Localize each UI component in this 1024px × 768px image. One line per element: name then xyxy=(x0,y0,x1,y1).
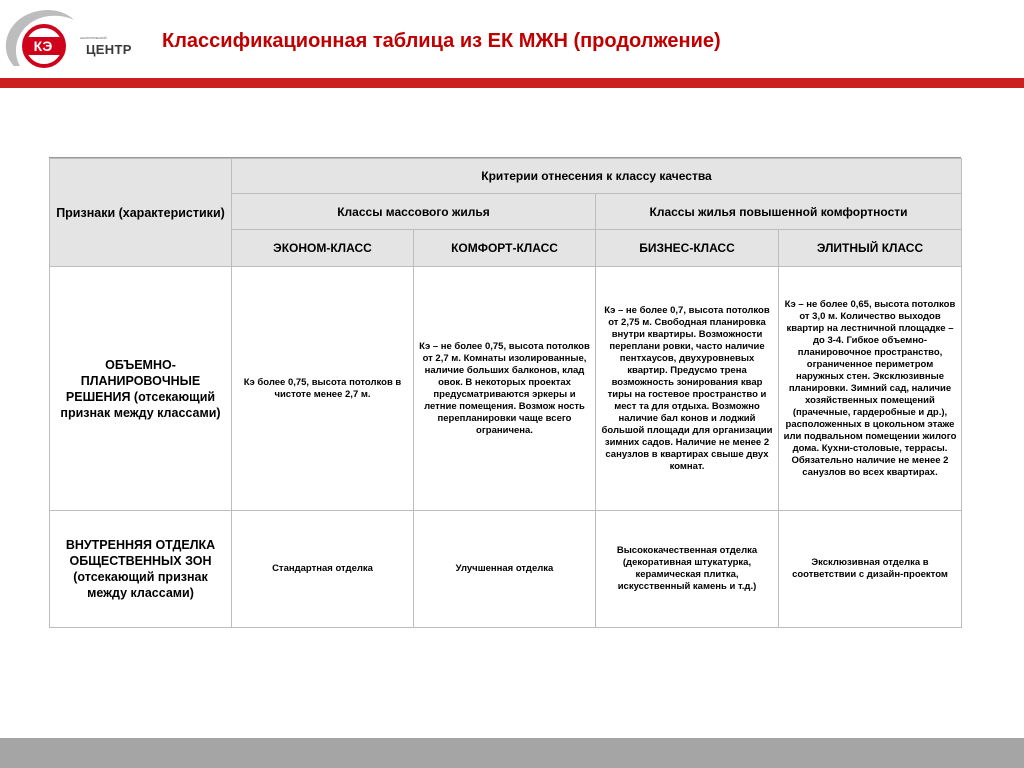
slide-title: Классификационная таблица из ЕК МЖН (продолжение) xyxy=(162,30,721,52)
class-header-econom: ЭКОНОМ-КЛАСС xyxy=(232,230,414,267)
criteria-header: Критерии отнесения к классу качества xyxy=(232,159,962,194)
row-header-layout: ОБЪЕМНО-ПЛАНИРОВОЧНЫЕ РЕШЕНИЯ (отсекающий признак между классами) xyxy=(50,267,232,511)
logo xyxy=(0,0,140,80)
table-header-row-1 xyxy=(50,159,962,194)
table-cell-biznes: Высококачественная отделка (декоративная штукатурка, керамическая плитка, искусственный камень и т.д.) xyxy=(596,511,779,628)
feature-header: Признаки (характеристики) xyxy=(50,159,232,267)
logo-letters: КЭ xyxy=(33,38,53,54)
class-header-komfort: КОМФОРТ-КЛАСС xyxy=(414,230,596,267)
group-header-mass: Классы массового жилья xyxy=(232,194,596,230)
logo-subtitle: ЦЕНТР xyxy=(86,42,132,57)
classification-table xyxy=(49,158,962,628)
group-header-comfort: Классы жилья повышенной комфортности xyxy=(596,194,962,230)
row-header-finishing: ВНУТРЕННЯЯ ОТДЕЛКА ОБЩЕСТВЕННЫХ ЗОН (отсекающий признак между классами) xyxy=(50,511,232,628)
title-divider-bar xyxy=(0,78,1024,88)
table-row xyxy=(50,511,962,628)
class-header-biznes: БИЗНЕС-КЛАСС xyxy=(596,230,779,267)
table-row xyxy=(50,267,962,511)
footer-bar xyxy=(0,738,1024,768)
class-header-elite: ЭЛИТНЫЙ КЛАСС xyxy=(779,230,962,267)
table-cell-elite: Эксклюзивная отделка в соответствии с дизайн-проектом xyxy=(779,511,962,628)
table-cell-komfort: Кэ – не более 0,75, высота потолков от 2,7 м. Комнаты изолированные, наличие больших балконов, клад овок. В некоторых проектах предусматриваются эркеры и летние помещения. Возмож ность перепланировки чаще всего ограничена. xyxy=(414,267,596,511)
table-cell-econom: Кэ более 0,75, высота потолков в чистоте менее 2,7 м. xyxy=(232,267,414,511)
logo-emblem-icon xyxy=(0,0,140,80)
table-cell-elite: Кэ – не более 0,65, высота потолков от 3,0 м. Количество выходов квартир на лестничной площадке – до 3-4. Гибкое объемно-планировочное пространство, ограниченное периметром наружных стен. Эксклюзивные планировки. Зимний сад, наличие хозяйственных помещений (прачечные, гардеробные и др.), расположенных в цокольном этаже или подвальном помещении жилого дома. Кухни-столовые, террасы. Обязательно наличие не менее 2 санузлов во всех квартирах. xyxy=(779,267,962,511)
logo-tagline: АНАЛИТИЧЕСКИЙ xyxy=(80,36,107,40)
table-cell-komfort: Улучшенная отделка xyxy=(414,511,596,628)
table-cell-biznes: Кэ – не более 0,7, высота потолков от 2,75 м. Свободная планировка внутри квартиры. Возможности переплани ровки, часто наличие пентхаусов, двухуровневых квартир. Предусмо трена возможность зонирования квар тиры на гостевое пространство и мест та для отдыха. Возможно наличие бал конов и лоджий большой площади для организации зимних садов. Наличие не менее 2 санузлов в квартирах свыше двух комнат. xyxy=(596,267,779,511)
table-cell-econom: Стандартная отделка xyxy=(232,511,414,628)
